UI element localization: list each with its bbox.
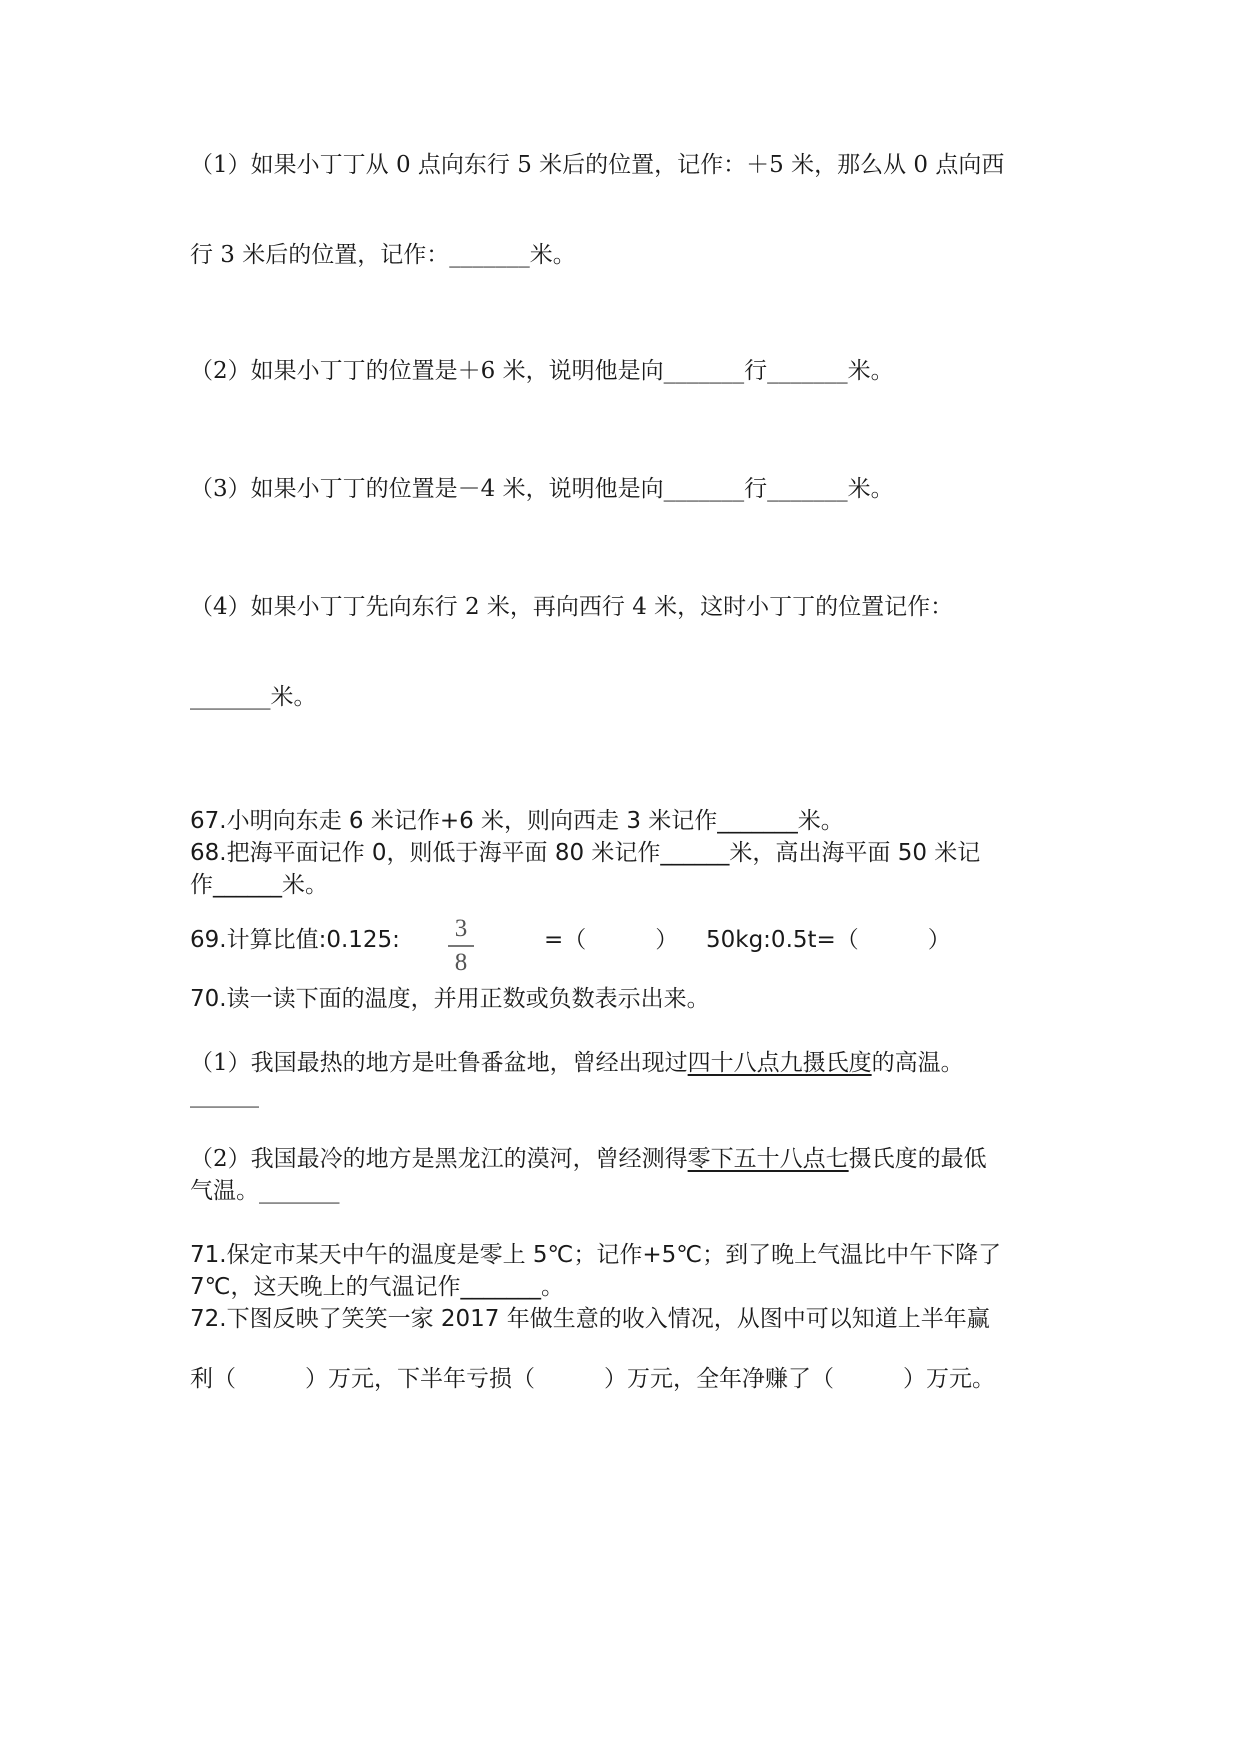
question-71-line1: 71.保定市某天中午的温度是零上 5℃；记作+5℃；到了晚上气温比中午下降了	[190, 1242, 1002, 1268]
fraction-bar	[448, 945, 474, 947]
question-69-prefix: 69.计算比值:0.125:	[190, 927, 400, 953]
question-71-line2: 7℃，这天晚上的气温记作_______。	[190, 1274, 564, 1300]
q70-part2-underlined: 零下五十八点七	[687, 1146, 849, 1172]
question-69-expr-2: 50kg:0.5t=（ ）	[706, 927, 951, 953]
question-69-equals-1: =（ ）	[544, 927, 679, 953]
question-68-line2: 作______米。	[190, 872, 328, 898]
question-70-title: 70.读一读下面的温度，并用正数或负数表示出来。	[190, 986, 710, 1012]
q70-part2-after: 摄氏度的最低	[848, 1146, 987, 1172]
question-67: 67.小明向东走 6 米记作+6 米，则向西走 3 米记作_______米。	[190, 808, 844, 834]
q70-part1-blank: ______	[190, 1082, 259, 1108]
fraction-three-eighths	[448, 916, 474, 976]
q70-part2-line2: 气温。_______	[190, 1178, 340, 1204]
q70-part1-before: （1）我国最热的地方是吐鲁番盆地，曾经出现过	[190, 1050, 688, 1076]
q66-part4-line1: （4）如果小丁丁先向东行 2 米，再向西行 4 米，这时小丁丁的位置记作：	[190, 594, 954, 620]
q66-part1-line2: 行 3 米后的位置，记作：_______米。	[190, 242, 576, 268]
question-72-line2: 利（ ）万元，下半年亏损（ ）万元，全年净赚了（ ）万元。	[190, 1366, 995, 1392]
q66-part1-line1: （1）如果小丁丁从 0 点向东行 5 米后的位置，记作：＋5 米，那么从 0 点向西	[190, 152, 1005, 178]
question-72-line1: 72.下图反映了笑笑一家 2017 年做生意的收入情况，从图中可以知道上半年赢	[190, 1306, 990, 1332]
q70-part2-before: （2）我国最冷的地方是黑龙江的漠河，曾经测得	[190, 1146, 688, 1172]
fraction-numerator: 3	[454, 915, 468, 942]
q70-part2-line1	[190, 1144, 987, 1174]
q66-part4-line2: _______米。	[190, 684, 317, 710]
q70-part1-after: 的高温。	[871, 1050, 964, 1076]
q70-part1	[190, 1048, 964, 1078]
fraction-denominator: 8	[454, 949, 468, 976]
question-68-line1: 68.把海平面记作 0，则低于海平面 80 米记作______米，高出海平面 50 米记	[190, 840, 981, 866]
q66-part3: （3）如果小丁丁的位置是－4 米，说明他是向_______行_______米。	[190, 476, 894, 502]
q70-part1-underlined: 四十八点九摄氏度	[687, 1050, 872, 1076]
q66-part2: （2）如果小丁丁的位置是＋6 米，说明他是向_______行_______米。	[190, 358, 894, 384]
